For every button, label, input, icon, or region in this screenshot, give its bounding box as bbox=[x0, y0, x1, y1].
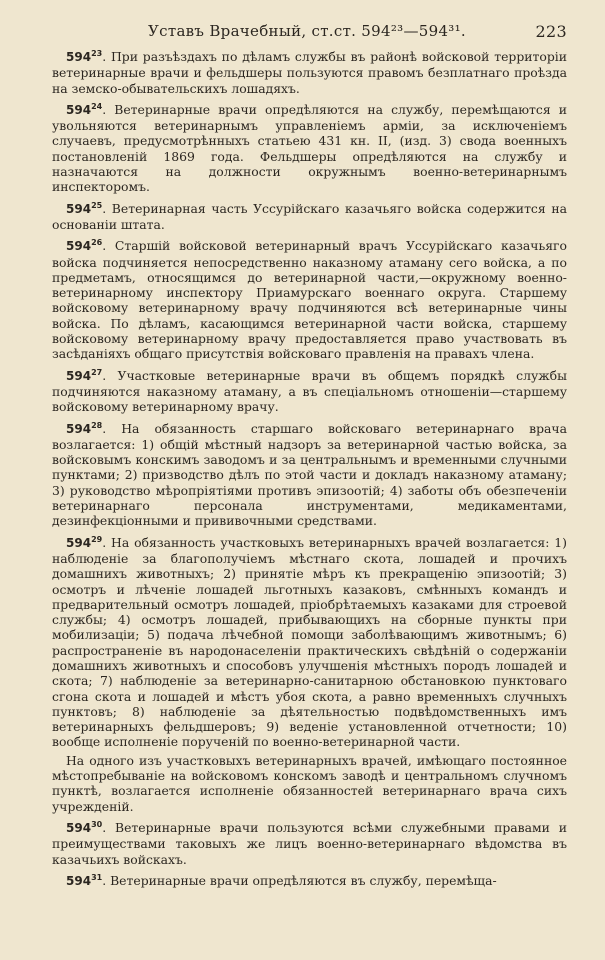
article-number: $594^{28}$ bbox=[66, 420, 103, 436]
article-number: $594^{24}$ bbox=[66, 101, 103, 117]
article-594-24 bbox=[52, 99, 567, 195]
article-text: . Участковые ветеринарные врачи въ общемъ порядкѣ службы подчиняются наказному атаману, а въ спеціальномъ отношеніи—старшему войсковому ветеринарному врачу. bbox=[52, 367, 567, 415]
article-594-26 bbox=[52, 235, 567, 361]
article-text: . На обязанность старшаго войсковаго ветеринарнаго врача возлагается: 1) общій мѣстный надзоръ за ветеринарной частью войска, за войсковымъ конскимъ заводомъ и за центральнымъ и временными случными пунктами; 2) призводство дѣлъ по этой части и докладъ наказному атаману; 3) руководство мѣропріятіями противъ эпизоотій; 4) заботы объ обезпеченіи ветеринарнаго персонала инструментами, медикаментами, дезинфекціонными и прививочными средствами. bbox=[52, 420, 567, 529]
article-594-29 bbox=[52, 532, 567, 750]
article-text: . На обязанность участковыхъ ветеринарныхъ врачей возлагается: 1) наблюденіе за благополучіемъ мѣстнаго скота, лошадей и прочихъ домашнихъ животныхъ; 2) принятіе мѣръ къ прекращенію эпизоотій; 3) осмотръ и лѣченіе лошадей льготныхъ казаковъ, смѣнныхъ командъ и предварительный осмотръ лошадей, пріобрѣтаемыхъ казаками для строевой службы; 4) осмотръ лошадей, прибывающихъ на сборные пункты при мобилизаціи; 5) подача лѣчебной помощи заболѣвающимъ животнымъ; 6) распространеніе въ народонаселеніи практическихъ свѣдѣній о содержаніи домашнихъ животныхъ и способовъ улучшенія мѣстныхъ породъ лошадей и скота; 7) наблюденіе за ветеринарно-санитарною обстановкою пунктоваго сгона скота и лошадей и мѣстъ убоя скота, а равно временныхъ случныхъ пунктовъ; 8) наблюденіе за дѣятельностью подвѣдомственныхъ имъ ветеринарныхъ фельдшеровъ; 9) веденіе установленной отчетности; 10) вообще исполненіе порученій по военно-ветеринарной части. bbox=[52, 534, 567, 750]
article-594-30 bbox=[52, 817, 567, 867]
article-text: . Ветеринарные врачи опредѣляются на службу, перемѣщаются и увольняются ветеринарнымъ управленіемъ арміи, за исключеніемъ случаевъ, предусмотрѣнныхъ статьею 431 кн. II, (изд. 3) свода военныхъ постановленій 1869 года. Фельдшеры опредѣляются на службу и назначаются на должности окружнымъ военно-ветеринарнымъ инспекторомъ. bbox=[52, 101, 567, 195]
article-594-23 bbox=[52, 46, 567, 96]
page-header bbox=[52, 0, 567, 46]
body-text bbox=[52, 46, 567, 889]
article-text: . При разъѣздахъ по дѣламъ службы въ районѣ войсковой территоріи ветеринарные врачи и фельдшеры пользуются правомъ безплатнаго проѣзда на земско-обывательскихъ лошадяхъ. bbox=[52, 49, 567, 96]
article-number: $594^{26}$ bbox=[66, 238, 103, 254]
article-594-27 bbox=[52, 365, 567, 415]
article-number: $594^{30}$ bbox=[66, 819, 103, 835]
article-text: . Старшій войсковой ветеринарный врачъ Уссурійскаго казачьяго войска подчиняется непосредственно наказному атаману сего войска, а по предметамъ, относящимся до ветеринарной части,—окружному военно-ветеринарному инспектору Приамурскаго военнаго округа. Старшему войсковому ветеринарному врачу подчиняются всѣ ветеринарные чины войска. По дѣламъ, касающимся ветеринарной части войска, старшему войсковому ветеринарному врачу предоставляется право участвовать въ засѣданіяхъ общаго присутствія войсковаго правленія на правахъ члена. bbox=[52, 238, 567, 362]
page-number: 223 bbox=[535, 22, 567, 41]
article-number: $594^{27}$ bbox=[66, 367, 103, 383]
article-594-29-continuation bbox=[52, 753, 567, 814]
article-594-28 bbox=[52, 418, 567, 529]
article-text: . Ветеринарная часть Уссурійскаго казачьяго войска содержится на основаніи штата. bbox=[52, 200, 567, 232]
article-number: $594^{23}$ bbox=[66, 49, 103, 64]
article-594-31 bbox=[52, 870, 567, 889]
article-number: $594^{29}$ bbox=[66, 534, 103, 550]
article-text: На одного изъ участковыхъ ветеринарныхъ врачей, имѣющаго постоянное мѣстопребываніе на войсковомъ конскомъ заводѣ и центральномъ случномъ пунктѣ, возлагается исполненіе обязанностей ветеринарнаго врача сихъ учрежденій. bbox=[52, 752, 567, 814]
article-number: $594^{25}$ bbox=[66, 200, 103, 216]
running-title: Уставъ Врачебный, ст.ст. 594²³—594³¹. bbox=[148, 22, 466, 40]
article-number: $594^{31}$ bbox=[66, 872, 103, 888]
article-594-25 bbox=[52, 198, 567, 233]
article-text: . Ветеринарные врачи пользуются всѣми служебными правами и преимуществами таковыхъ же лицъ военно-ветеринарнаго вѣдомства въ казачьихъ войскахъ. bbox=[52, 819, 567, 867]
article-text: . Ветеринарные врачи опредѣляются въ службу, перемѣща- bbox=[102, 872, 497, 888]
